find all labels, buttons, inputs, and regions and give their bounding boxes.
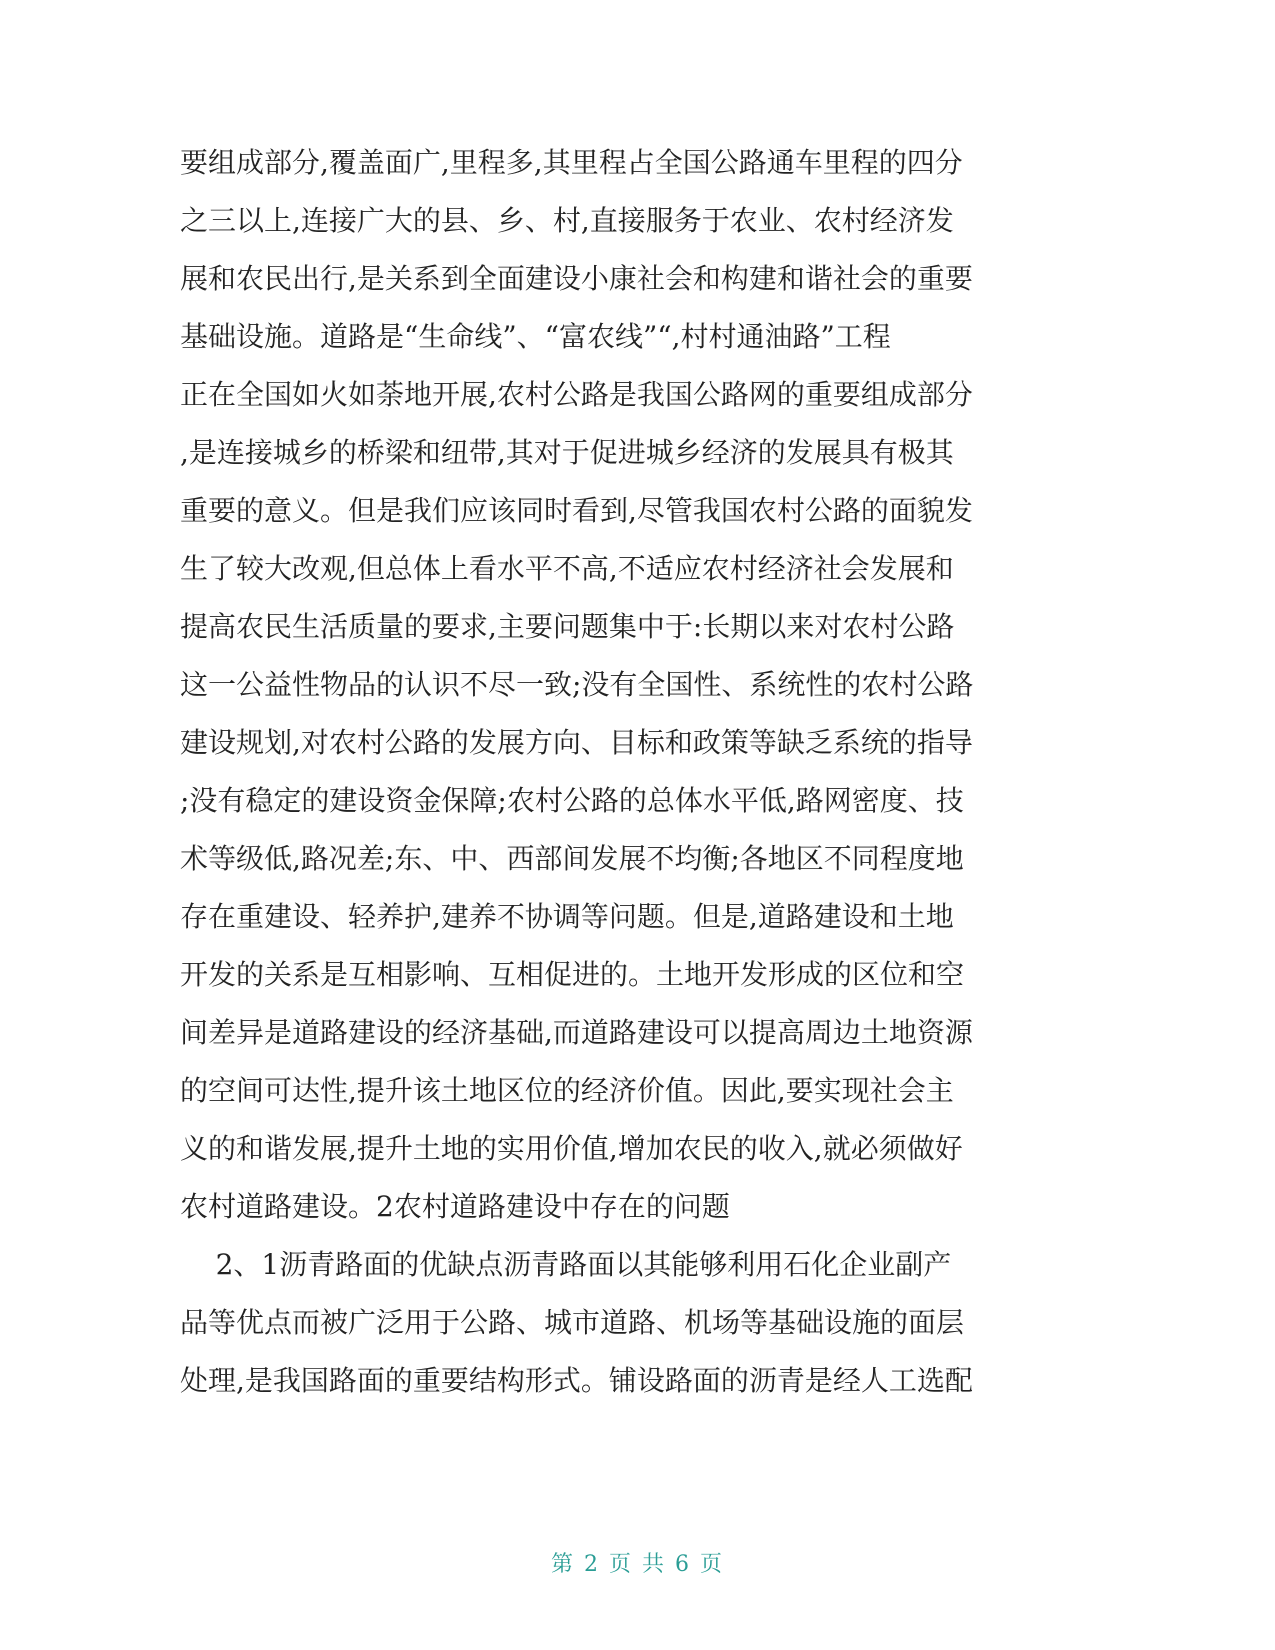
body-text-line: 提高农民生活质量的要求,主要问题集中于:长期以来对农村公路 xyxy=(180,610,955,643)
body-text-line: 重要的意义。但是我们应该同时看到,尽管我国农村公路的面貌发 xyxy=(180,494,973,527)
body-text-line: 开发的关系是互相影响、互相促进的。土地开发形成的区位和空 xyxy=(180,958,965,991)
body-text-line: 正在全国如火如荼地开展,农村公路是我国公路网的重要组成部分 xyxy=(180,378,973,411)
body-text-line: 要组成部分,覆盖面广,里程多,其里程占全国公路通车里程的四分 xyxy=(180,146,963,179)
body-text-line: 处理,是我国路面的重要结构形式。铺设路面的沥青是经人工选配 xyxy=(180,1364,973,1397)
body-text-line: 间差异是道路建设的经济基础,而道路建设可以提高周边土地资源 xyxy=(180,1016,973,1049)
body-text-line: 之三以上,连接广大的县、乡、村,直接服务于农业、农村经济发 xyxy=(180,204,954,237)
body-text-line: 展和农民出行,是关系到全面建设小康社会和构建和谐社会的重要 xyxy=(180,262,973,295)
body-text-line: ;没有稳定的建设资金保障;农村公路的总体水平低,路网密度、技 xyxy=(180,784,964,817)
page-number-footer: 第 2 页 共 6 页 xyxy=(551,1552,724,1577)
body-text-line: 2、1沥青路面的优缺点沥青路面以其能够利用石化企业副产 xyxy=(180,1248,952,1281)
body-text-line: 建设规划,对农村公路的发展方向、目标和政策等缺乏系统的指导 xyxy=(180,726,973,759)
body-text-line: 品等优点而被广泛用于公路、城市道路、机场等基础设施的面层 xyxy=(180,1306,965,1339)
body-text-line: 农村道路建设。2农村道路建设中存在的问题 xyxy=(180,1190,730,1223)
body-text-line: 存在重建设、轻养护,建养不协调等问题。但是,道路建设和土地 xyxy=(180,900,954,933)
body-text-line: 基础设施。道路是“生命线”、“富农线”“,村村通油路”工程 xyxy=(180,320,891,353)
body-text-line: 生了较大改观,但总体上看水平不高,不适应农村经济社会发展和 xyxy=(180,552,954,585)
body-text-line: ,是连接城乡的桥梁和纽带,其对于促进城乡经济的发展具有极其 xyxy=(180,436,954,469)
body-text-line: 的空间可达性,提升该土地区位的经济价值。因此,要实现社会主 xyxy=(180,1074,954,1107)
body-text-line: 这一公益性物品的认识不尽一致;没有全国性、系统性的农村公路 xyxy=(180,668,974,701)
body-text-line: 义的和谐发展,提升土地的实用价值,增加农民的收入,就必须做好 xyxy=(180,1132,963,1165)
body-text-line: 术等级低,路况差;东、中、西部间发展不均衡;各地区不同程度地 xyxy=(180,842,964,875)
